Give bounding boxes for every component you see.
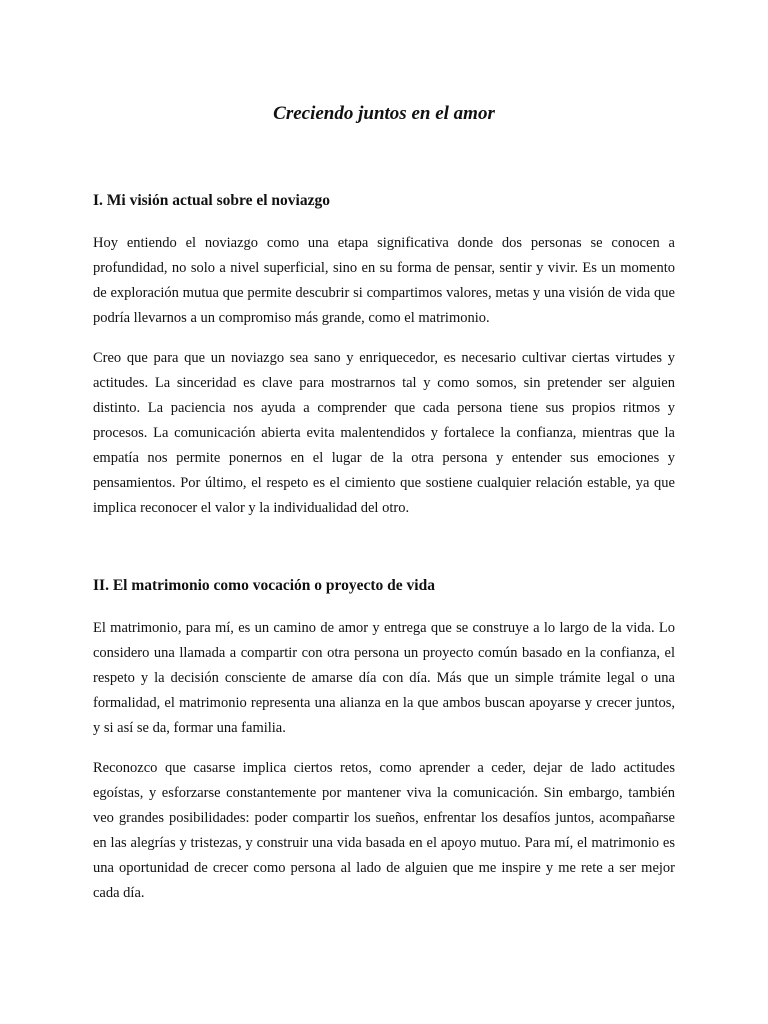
section-1-paragraph-1: Hoy entiendo el noviazgo como una etapa significativa donde dos personas se conocen a profundidad, no solo a nivel superficial, sino en su forma de pensar, sentir y vivir. Es un momento de exploración mutua que permite descubrir si compartimos valores, metas y una visión de vida que podría llevarnos a un compromiso más grande, como el matrimonio. xyxy=(93,235,675,326)
section-heading-1: I. Mi visión actual sobre el noviazgo xyxy=(93,192,330,209)
section-2-paragraph-1: El matrimonio, para mí, es un camino de amor y entrega que se construye a lo largo de la vida. Lo considero una llamada a compartir con otra persona un proyecto común basado en la confianza, el respeto y la decisión consciente de amarse día con día. Más que un simple trámite legal o una formalidad, el matrimonio representa una alianza en la que ambos buscan apoyarse y crecer juntos, y si así se da, formar una familia. xyxy=(93,620,675,736)
section-heading-2: II. El matrimonio como vocación o proyecto de vida xyxy=(93,577,435,594)
document-title: Creciendo juntos en el amor xyxy=(273,103,495,124)
section-1-paragraph-2: Creo que para que un noviazgo sea sano y enriquecedor, es necesario cultivar ciertas virtudes y actitudes. La sinceridad es clave para mostrarnos tal y como somos, sin pretender ser alguien distinto. La paciencia nos ayuda a comprender que cada persona tiene sus propios ritmos y procesos. La comunicación abierta evita malentendidos y fortalece la confianza, mientras que la empatía nos permite ponernos en el lugar de la otra persona y entender sus emociones y pensamientos. Por último, el respeto es el cimiento que sostiene cualquier relación estable, ya que implica reconocer el valor y la individualidad del otro. xyxy=(93,350,675,516)
section-2-paragraph-2: Reconozco que casarse implica ciertos retos, como aprender a ceder, dejar de lado actitudes egoístas, y esforzarse constantemente por mantener viva la comunicación. Sin embargo, también veo grandes posibilidades: poder compartir los sueños, enfrentar los desafíos juntos, acompañarse en las alegrías y tristezas, y construir una vida basada en el apoyo mutuo. Para mí, el matrimonio es una oportunidad de crecer como persona al lado de alguien que me inspire y me rete a ser mejor cada día. xyxy=(93,760,675,901)
